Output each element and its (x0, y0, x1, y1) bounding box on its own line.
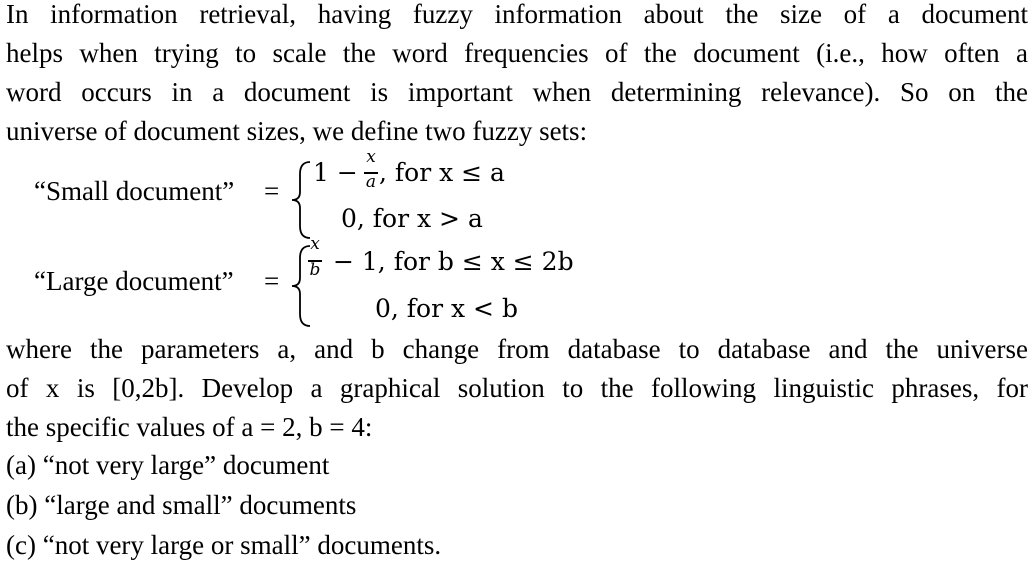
intro-paragraph (6, 0, 1028, 151)
small-frac-denominator: a (365, 172, 377, 192)
large-equals-sign: = (264, 266, 280, 296)
large-left-brace (290, 244, 314, 328)
small-frac-numerator: x (366, 147, 376, 167)
intro-line-1: In information retrieval, having fuzzy information about the size of a document (6, 0, 1028, 29)
intro-line-3: word occurs in a document is important when determining relevance). So on the (6, 77, 1028, 107)
large-case1-tail: − 1, for b ≤ x ≤ 2b (333, 247, 574, 276)
body-line-2: of x is [0,2b]. Develop a graphical solution to the following linguistic phrases, for (6, 373, 1028, 403)
small-left-brace (290, 160, 314, 240)
body-line-3: the specific values of a = 2, b = 4: (6, 412, 373, 442)
small-case2: 0, for x > a (341, 204, 483, 233)
body-line-1: where the parameters a, and b change from database to database and the universe (6, 334, 1028, 364)
small-equals-sign: = (264, 176, 280, 206)
question-item-a: (a) “not very large” document (6, 450, 330, 480)
large-frac-denominator: b (309, 260, 321, 280)
large-case2: 0, for x < b (375, 294, 518, 323)
small-case1-condition: , for x ≤ a (379, 158, 505, 187)
large-frac-numerator: x (310, 234, 320, 254)
intro-line-2: helps when trying to scale the word frequencies of the document (i.e., how often a (6, 38, 1028, 68)
question-item-b: (b) “large and small” documents (6, 490, 357, 520)
small-document-label: “Small document” (34, 176, 235, 206)
body-paragraph (6, 330, 1028, 447)
large-document-label: “Large document” (34, 266, 234, 296)
small-case1-lead: 1 − (313, 158, 358, 187)
intro-line-4: universe of document sizes, we define two fuzzy sets: (6, 116, 588, 146)
question-item-c: (c) “not very large or small” documents. (6, 530, 442, 560)
